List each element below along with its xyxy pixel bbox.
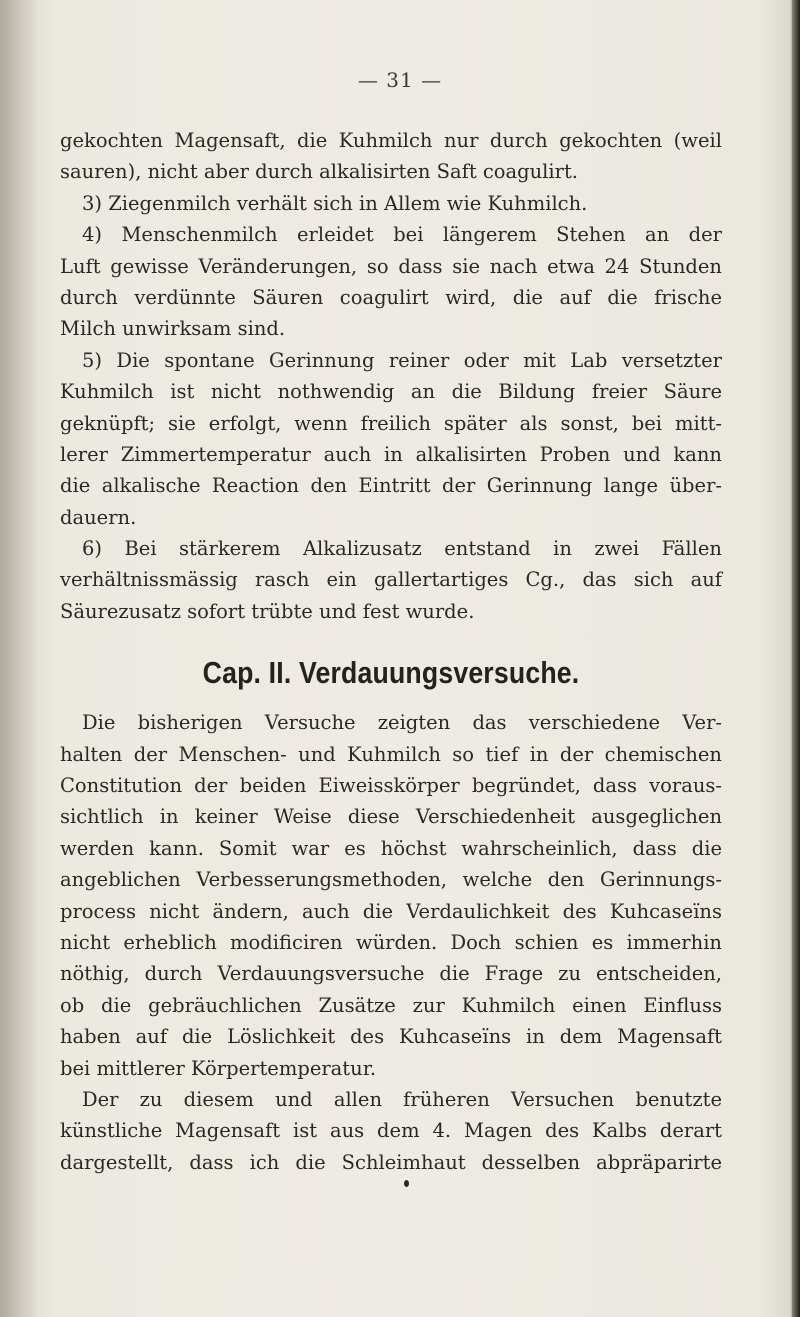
text-line: die alkalische Reaction den Eintritt der Gerinnung lange über- [60,474,722,498]
text-line: künstliche Magensaft ist aus dem 4. Magen des Kalbs derart [60,1119,722,1143]
text-line: nöthig, durch Verdauungsversuche die Frage zu entscheiden, [60,962,722,986]
text-line: lerer Zimmertemperatur auch in alkalisirten Proben und kann [60,442,722,466]
text-line: durch verdünnte Säuren coagulirt wird, die auf die frische [60,285,722,309]
text-line: dauern. [60,505,137,529]
text-line: sauren), nicht aber durch alkalisirten Saft coagulirt. [60,160,579,184]
text-line: process nicht ändern, auch die Verdaulichkeit des Kuhcaseïns [60,899,722,923]
ink-speck [404,1180,409,1187]
text-line: dargestellt, dass ich die Schleimhaut desselben abpräparirte [60,1150,722,1174]
binding-shadow [0,0,40,1317]
text-line: Luft gewisse Veränderungen, so dass sie nach etwa 24 Stunden [60,254,722,278]
text-line: sichtlich in keiner Weise diese Verschiedenheit ausgeglichen [60,805,722,829]
body-text [60,125,722,1178]
text-line: geknüpft; sie erfolgt, wenn freilich später als sonst, bei mitt- [60,411,722,435]
text-line: 6) Bei stärkerem Alkalizusatz entstand in zwei Fällen [82,537,722,561]
text-line: verhältnissmässig rasch ein gallertartiges Cg., das sich auf [60,568,722,592]
text-line: 4) Menschenmilch erleidet bei längerem Stehen an der [82,223,722,247]
text-line: Constitution der beiden Eiweisskörper begründet, dass voraus- [60,774,722,798]
text-line: nicht erheblich modificiren würden. Doch schien es immerhin [60,930,722,954]
text-line: Säurezusatz sofort trübte und fest wurde. [60,599,475,623]
text-line: ob die gebräuchlichen Zusätze zur Kuhmilch einen Einfluss [60,993,722,1017]
text-line: 3) Ziegenmilch verhält sich in Allem wie Kuhmilch. [82,191,588,215]
page-edge [792,0,800,1317]
text-line: Der zu diesem und allen früheren Versuchen benutzte [82,1087,722,1111]
text-line: werden kann. Somit war es höchst wahrscheinlich, dass die [60,836,722,860]
text-line: haben auf die Löslichkeit des Kuhcaseïns in dem Magensaft [60,1025,722,1049]
page-number: — 31 — [357,68,443,92]
text-line: halten der Menschen- und Kuhmilch so tief in der chemischen [60,742,722,766]
text-line: Milch unwirksam sind. [60,317,286,341]
text-line: Die bisherigen Versuche zeigten das verschiedene Ver- [82,711,722,735]
text-line: gekochten Magensaft, die Kuhmilch nur durch gekochten (weil [60,129,722,152]
text-line: angeblichen Verbesserungsmethoden, welche den Gerinnungs- [60,868,722,892]
text-line: 5) Die spontane Gerinnung reiner oder mit Lab versetzter [82,348,722,372]
text-line: Kuhmilch ist nicht nothwendig an die Bildung freier Säure [60,380,722,404]
text-line: bei mittlerer Körpertemperatur. [60,1056,377,1080]
chapter-heading: Cap. II. Verdauungsversuche. [202,655,580,691]
